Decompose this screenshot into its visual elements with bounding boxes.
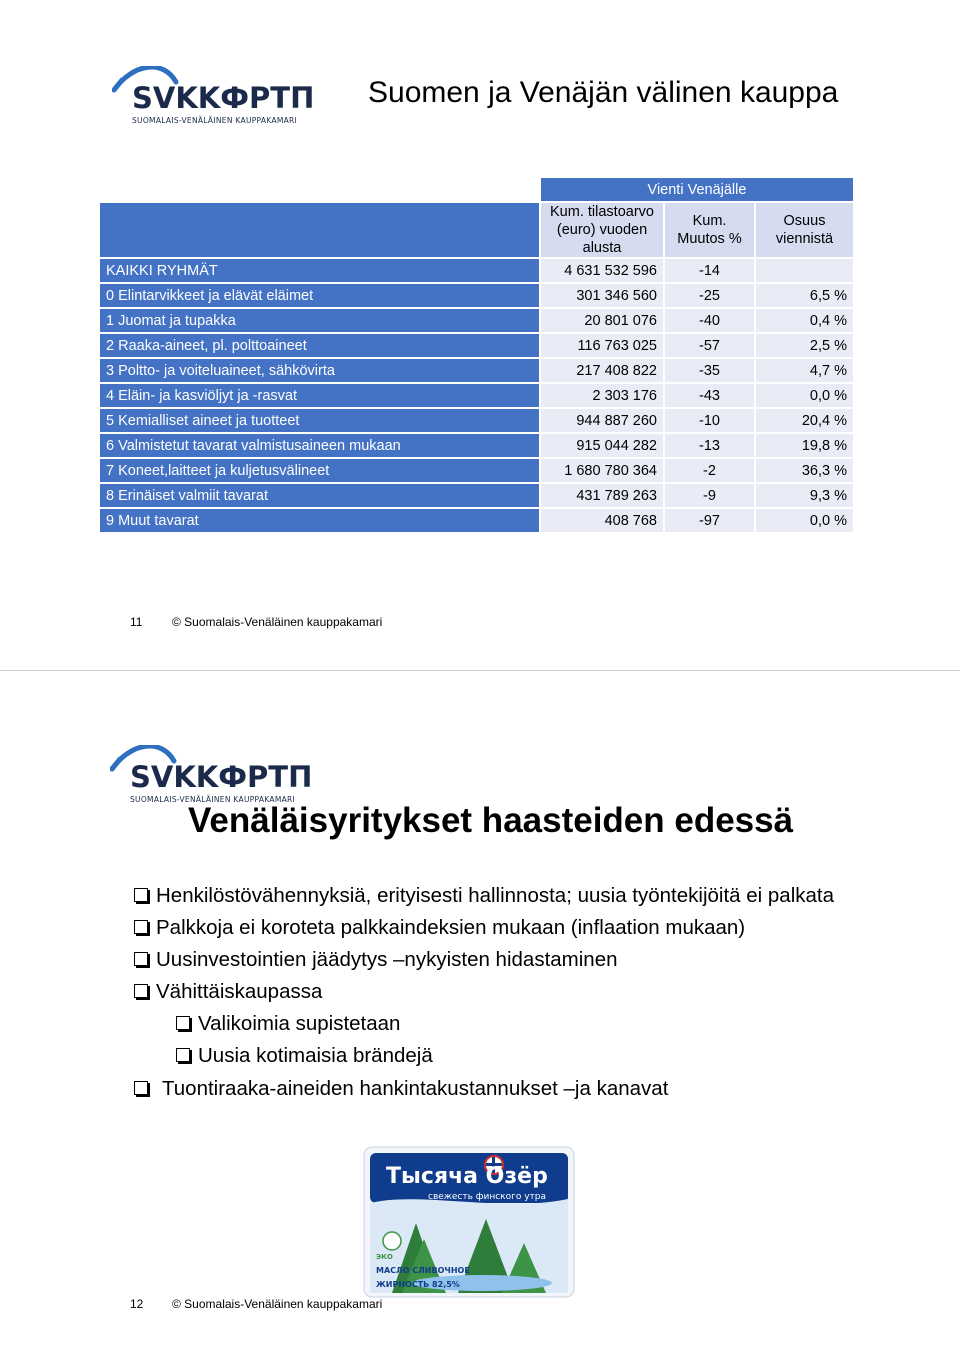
table-row xyxy=(100,459,853,482)
table-header-row xyxy=(100,203,853,257)
logo-wordmark: SVKKФРТП xyxy=(132,81,315,115)
row-label: 9 Muut tavarat xyxy=(100,509,539,532)
row-value: 301 346 560 xyxy=(541,284,663,307)
row-share: 20,4 % xyxy=(756,409,853,432)
table-row xyxy=(100,384,853,407)
row-label: 0 Elintarvikkeet ja elävät eläimet xyxy=(100,284,539,307)
table-row xyxy=(100,359,853,382)
row-change: -14 xyxy=(665,259,754,282)
checkbox-bullet-icon xyxy=(134,1081,148,1095)
row-value: 1 680 780 364 xyxy=(541,459,663,482)
row-share: 0,0 % xyxy=(756,384,853,407)
header-blank xyxy=(100,203,539,257)
checkbox-bullet-icon xyxy=(134,920,148,934)
row-value: 217 408 822 xyxy=(541,359,663,382)
page-number: 12 xyxy=(130,1297,144,1311)
row-share xyxy=(756,259,853,282)
bullet-item: Henkilöstövähennyksiä, erityisesti hallinnosta; uusia työntekijöitä ei palkata xyxy=(134,881,854,910)
row-value: 944 887 260 xyxy=(541,409,663,432)
row-value: 2 303 176 xyxy=(541,384,663,407)
checkbox-bullet-icon xyxy=(134,952,148,966)
row-change: -97 xyxy=(665,509,754,532)
table-row xyxy=(100,434,853,457)
product-eko: ЭКО xyxy=(376,1253,393,1261)
row-change: -40 xyxy=(665,309,754,332)
product-tagline: свежесть финского утра xyxy=(428,1192,547,1202)
row-change: -9 xyxy=(665,484,754,507)
sub-bullet-item: Uusia kotimaisia brändejä xyxy=(176,1041,854,1070)
row-share: 0,0 % xyxy=(756,509,853,532)
column-header-value: Kum. tilastoarvo (euro) vuoden alusta xyxy=(541,203,663,257)
row-value: 20 801 076 xyxy=(541,309,663,332)
table-row xyxy=(100,409,853,432)
product-fat: ЖИРНОСТЬ 82,5% xyxy=(376,1280,460,1289)
row-label: KAIKKI RYHMÄT xyxy=(100,259,539,282)
bullet-item: Palkkoja ei koroteta palkkaindeksien mukaan (inflaation mukaan) xyxy=(134,913,854,942)
sub-bullet-item: Valikoimia supistetaan xyxy=(176,1009,854,1038)
table-row xyxy=(100,309,853,332)
product-brand: Тысяча Озёр xyxy=(386,1164,548,1189)
table-row xyxy=(100,484,853,507)
logo-subtitle: SUOMALAIS-VENÄLÄINEN KAUPPAKAMARI xyxy=(130,795,296,804)
group-header: Vienti Venäjälle xyxy=(541,178,853,201)
table-row xyxy=(100,259,853,282)
butter-package-image xyxy=(362,1143,576,1301)
row-change: -13 xyxy=(665,434,754,457)
page-number: 11 xyxy=(130,615,143,629)
product-label: МАСЛО СЛИВОЧНОЕ xyxy=(376,1266,470,1275)
bullet-item: Tuontiraaka-aineiden hankintakustannukset –ja kanavat xyxy=(134,1074,854,1103)
svkk-logo xyxy=(112,66,315,126)
page-title: Venäläisyritykset haasteiden edessä xyxy=(188,801,794,840)
checkbox-bullet-icon xyxy=(134,984,148,998)
row-label: 7 Koneet,laitteet ja kuljetusvälineet xyxy=(100,459,539,482)
column-header-change: Kum. Muutos % xyxy=(665,203,754,257)
row-value: 915 044 282 xyxy=(541,434,663,457)
row-change: -57 xyxy=(665,334,754,357)
row-change: -2 xyxy=(665,459,754,482)
row-change: -10 xyxy=(665,409,754,432)
row-change: -43 xyxy=(665,384,754,407)
row-value: 4 631 532 596 xyxy=(541,259,663,282)
bullet-item: Vähittäiskaupassa xyxy=(134,977,854,1006)
row-value: 408 768 xyxy=(541,509,663,532)
copyright-text: © Suomalais-Venäläinen kauppakamari xyxy=(172,1297,383,1311)
row-share: 2,5 % xyxy=(756,334,853,357)
svkk-logo xyxy=(110,745,313,805)
copyright-text: © Suomalais-Venäläinen kauppakamari xyxy=(172,615,383,629)
row-label: 1 Juomat ja tupakka xyxy=(100,309,539,332)
checkbox-bullet-icon xyxy=(176,1016,190,1030)
row-value: 116 763 025 xyxy=(541,334,663,357)
row-label: 8 Erinäiset valmiit tavarat xyxy=(100,484,539,507)
slide-11 xyxy=(0,0,960,660)
logo-wordmark: SVKKФРТП xyxy=(130,760,313,794)
page-title: Suomen ja Venäjän välinen kauppa xyxy=(368,76,839,109)
row-label: 5 Kemialliset aineet ja tuotteet xyxy=(100,409,539,432)
column-header-share: Osuus viennistä xyxy=(756,203,853,257)
row-share: 9,3 % xyxy=(756,484,853,507)
slide-12 xyxy=(0,683,960,1367)
row-share: 0,4 % xyxy=(756,309,853,332)
table-row xyxy=(100,334,853,357)
bullet-list xyxy=(134,881,854,1106)
row-change: -25 xyxy=(665,284,754,307)
row-label: 4 Eläin- ja kasviöljyt ja -rasvat xyxy=(100,384,539,407)
row-label: 2 Raaka-aineet, pl. polttoaineet xyxy=(100,334,539,357)
table-row xyxy=(100,284,853,307)
row-value: 431 789 263 xyxy=(541,484,663,507)
row-share: 4,7 % xyxy=(756,359,853,382)
row-change: -35 xyxy=(665,359,754,382)
bullet-item: Uusinvestointien jäädytys –nykyisten hidastaminen xyxy=(134,945,854,974)
table-group-header-row xyxy=(100,178,853,201)
row-share: 36,3 % xyxy=(756,459,853,482)
checkbox-bullet-icon xyxy=(176,1048,190,1062)
page-divider xyxy=(0,670,960,671)
row-share: 19,8 % xyxy=(756,434,853,457)
row-share: 6,5 % xyxy=(756,284,853,307)
checkbox-bullet-icon xyxy=(134,888,148,902)
row-label: 3 Poltto- ja voiteluaineet, sähkövirta xyxy=(100,359,539,382)
export-table xyxy=(98,176,855,534)
table-row xyxy=(100,509,853,532)
row-label: 6 Valmistetut tavarat valmistusaineen mukaan xyxy=(100,434,539,457)
logo-subtitle: SUOMALAIS-VENÄLÄINEN KAUPPAKAMARI xyxy=(132,116,298,125)
